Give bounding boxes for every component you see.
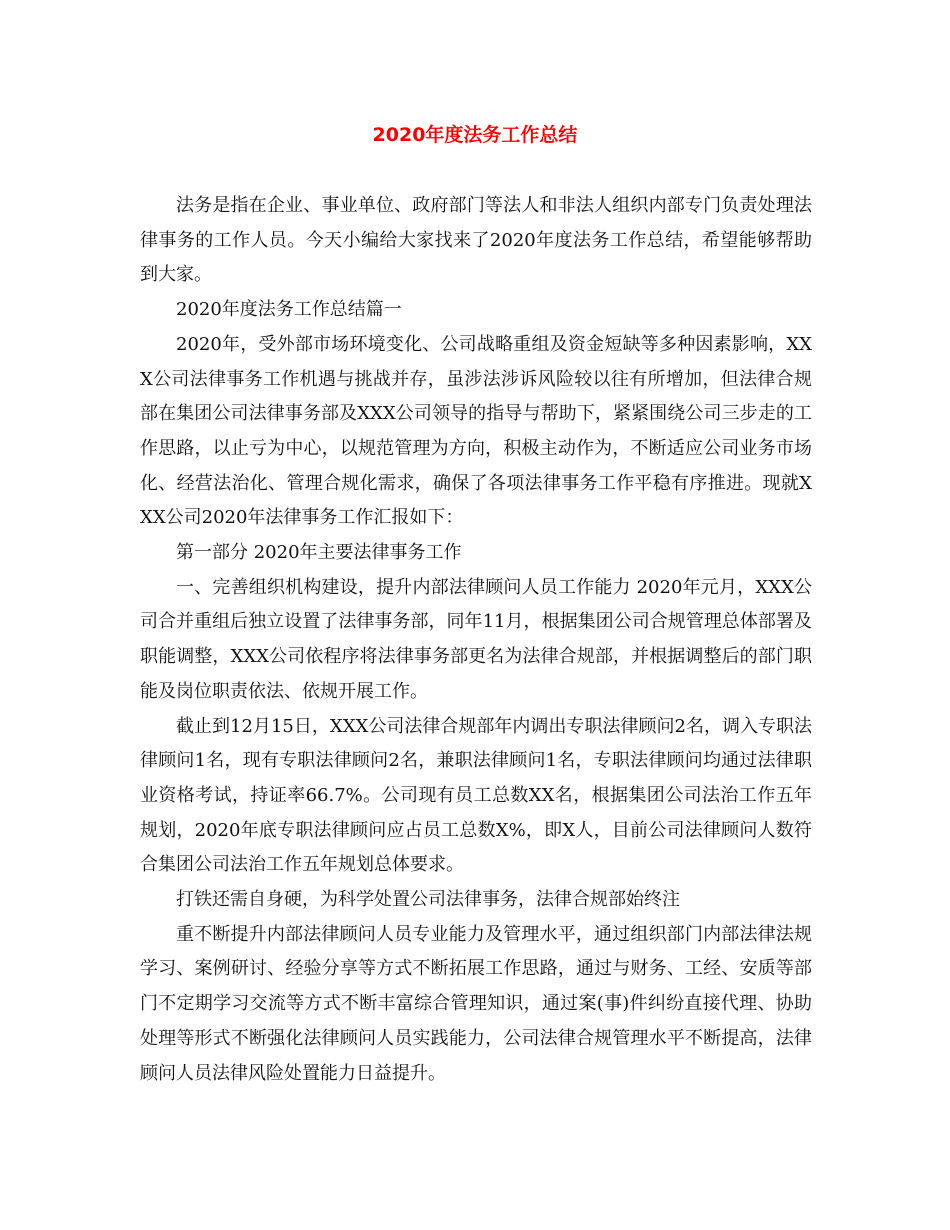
capability-intro-paragraph: 打铁还需自身硬，为科学处置公司法律事务，法律合规部始终注 bbox=[176, 889, 680, 911]
section-heading-part-one: 2020年度法务工作总结篇一 bbox=[176, 299, 402, 321]
staffing-paragraph: 截止到12月15日，XXX公司法律合规部年内调出专职法律顾问2名，调入专职法律顾问1名，现有专职法律顾问2名，兼职法律顾问1名，专职法律顾问均通过法律职业资格考试，持证率66.7%。公司现有员工总数XX名，根据集团公司法治工作五年规划，2020年底专职法律顾问应占员工总数X%，即X人，目前公司法律顾问人数符合集团公司法治工作五年规划总体要求。 bbox=[140, 715, 812, 876]
document-title: 2020年度法务工作总结 bbox=[372, 124, 578, 146]
intro-paragraph: 法务是指在企业、事业单位、政府部门等法人和非法人组织内部专门负责处理法律事务的工作人员。今天小编给大家找来了2020年度法务工作总结，希望能够帮助到大家。 bbox=[140, 195, 812, 286]
capability-paragraph: 重不断提升内部法律顾问人员专业能力及管理水平，通过组织部门内部法律法规学习、案例研讨、经验分享等方式不断拓展工作思路，通过与财务、工经、安质等部门不定期学习交流等方式不断丰富综合管理知识，通过案(事)件纠纷直接代理、协助处理等形式不断强化法律顾问人员实践能力，公司法律合规管理水平不断提高，法律顾问人员法律风险处置能力日益提升。 bbox=[140, 923, 812, 1084]
organization-paragraph: 一、完善组织机构建设，提升内部法律顾问人员工作能力 2020年元月，XXX公司合并重组后独立设置了法律事务部，同年11月，根据集团公司合规管理总体部署及职能调整，XXX公司依程序将法律事务部更名为法律合规部，并根据调整后的部门职能及岗位职责依法、依规开展工作。 bbox=[140, 576, 812, 702]
overview-paragraph: 2020年，受外部市场环境变化、公司战略重组及资金短缺等多种因素影响，XXX公司法律事务工作机遇与挑战并存，虽涉法涉诉风险较以往有所增加，但法律合规部在集团公司法律事务部及XXX公司领导的指导与帮助下，紧紧围绕公司三步走的工作思路，以止亏为中心，以规范管理为方向，积极主动作为，不断适应公司业务市场化、经营法治化、管理合规化需求，确保了各项法律事务工作平稳有序推进。现就XXX公司2020年法律事务工作汇报如下： bbox=[140, 333, 812, 529]
part-one-heading: 第一部分 2020年主要法律事务工作 bbox=[176, 542, 462, 564]
document-body bbox=[140, 189, 812, 1091]
